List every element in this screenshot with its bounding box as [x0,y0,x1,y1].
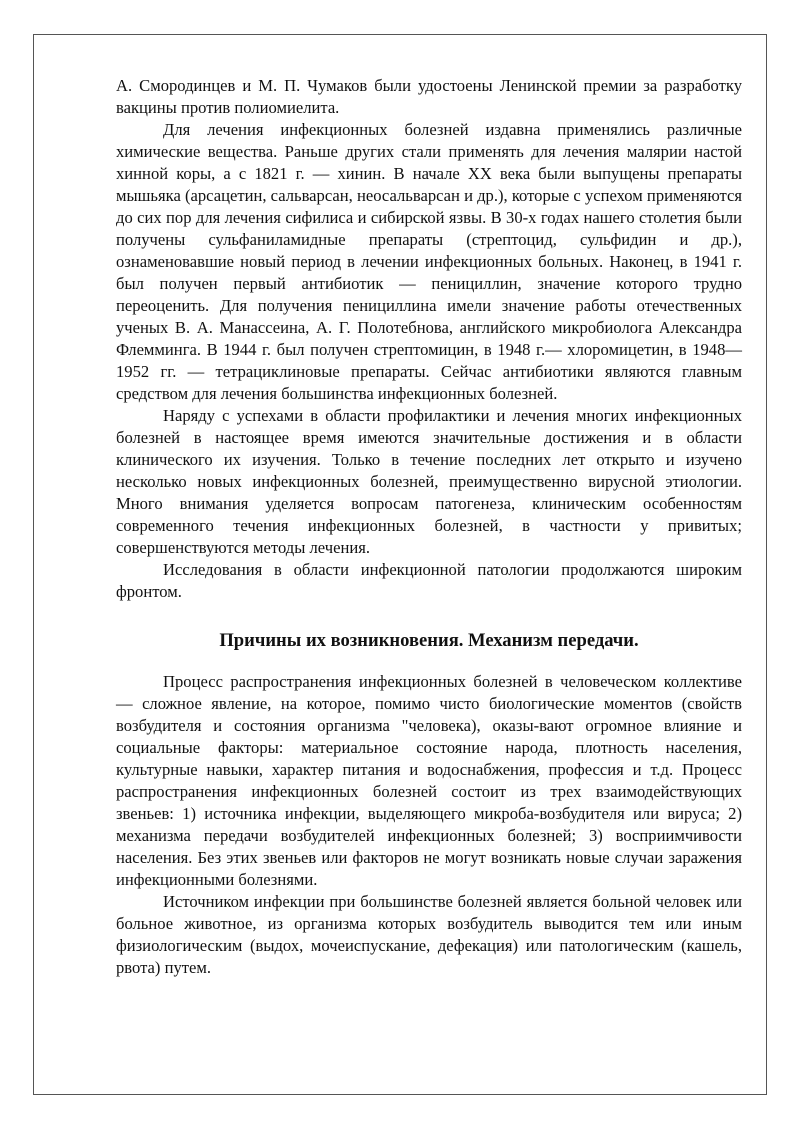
paragraph: Наряду с успехами в области профилактики и лечения многих инфекционных болезней в настоящее время имеются значительные достижения и в области клинического их изучения. Только в течение последних лет открыто и изучено несколько новых инфекционных болезней, преимущественно вирусной этиологии. Много внимания уделяется вопросам патогенеза, клиническим особенностям современного течения инфекционных болезней, в частности у привитых; совершенствуются методы лечения. [116,406,742,557]
paragraph: Исследования в области инфекционной патологии продолжаются широким фронтом. [116,560,742,601]
paragraph: Источником инфекции при большинстве болезней является больной человек или больное животное, из организма которых возбудитель выводится тем или иным физиологическим (выдох, мочеиспускание, дефекация) или патологическим (кашель, рвота) путем. [116,892,742,977]
paragraph: Для лечения инфекционных болезней издавна применялись различные химические вещества. Раньше других стали применять для лечения малярии настой хинной коры, а с 1821 г. — хинин. В начале XX века были выпущены препараты мышьяка (арсацетин, сальварсан, неосальварсан и др.), которые с успехом применяются до сих пор для лечения сифилиса и сибирской язвы. В 30-х годах нашего столетия были получены сульфаниламидные препараты (стрептоцид, сульфидин и др.), ознаменовавшие новый период в лечении инфекционных больных. Наконец, в 1941 г. был получен первый антибиотик — пенициллин, значение которого трудно переоценить. Для получения пенициллина имели значение работы отечественных ученых В. А. Манассеина, А. Г. Полотебнова, английского микробиолога Александра Флемминга. В 1944 г. был получен стрептомицин, в 1948 г.— хлоромицетин, в 1948—1952 гг. — тетрациклиновые препараты. Сейчас антибиотики являются главным средством для лечения большинства инфекционных болезней. [116,120,742,403]
paragraph: Процесс распространения инфекционных болезней в человеческом коллективе — сложное явление, на которое, помимо чисто биологические моментов (свойств возбудителя и состояния организма "человека), оказы-вают огромное влияние и социальные факторы: материальное состояние народа, плотность населения, культурные навыки, характер питания и водоснабжения, профессия и т.д. Процесс распространения инфекционных болезней состоит из трех взаимодействующих звеньев: 1) источника инфекции, выделяющего микроба-возбудителя или вируса; 2) механизма передачи возбудителей инфекционных болезней; 3) восприимчивости населения. Без этих звеньев или факторов не могут возникать новые случаи заражения инфекционными болезнями. [116,672,742,889]
section-heading: Причины их возникновения. Механизм передачи. [219,630,639,651]
paragraph: А. Смородинцев и М. П. Чумаков были удостоены Ленинской премии за разработку вакцины против полиомиелита. [116,76,742,117]
document-body [116,75,742,979]
